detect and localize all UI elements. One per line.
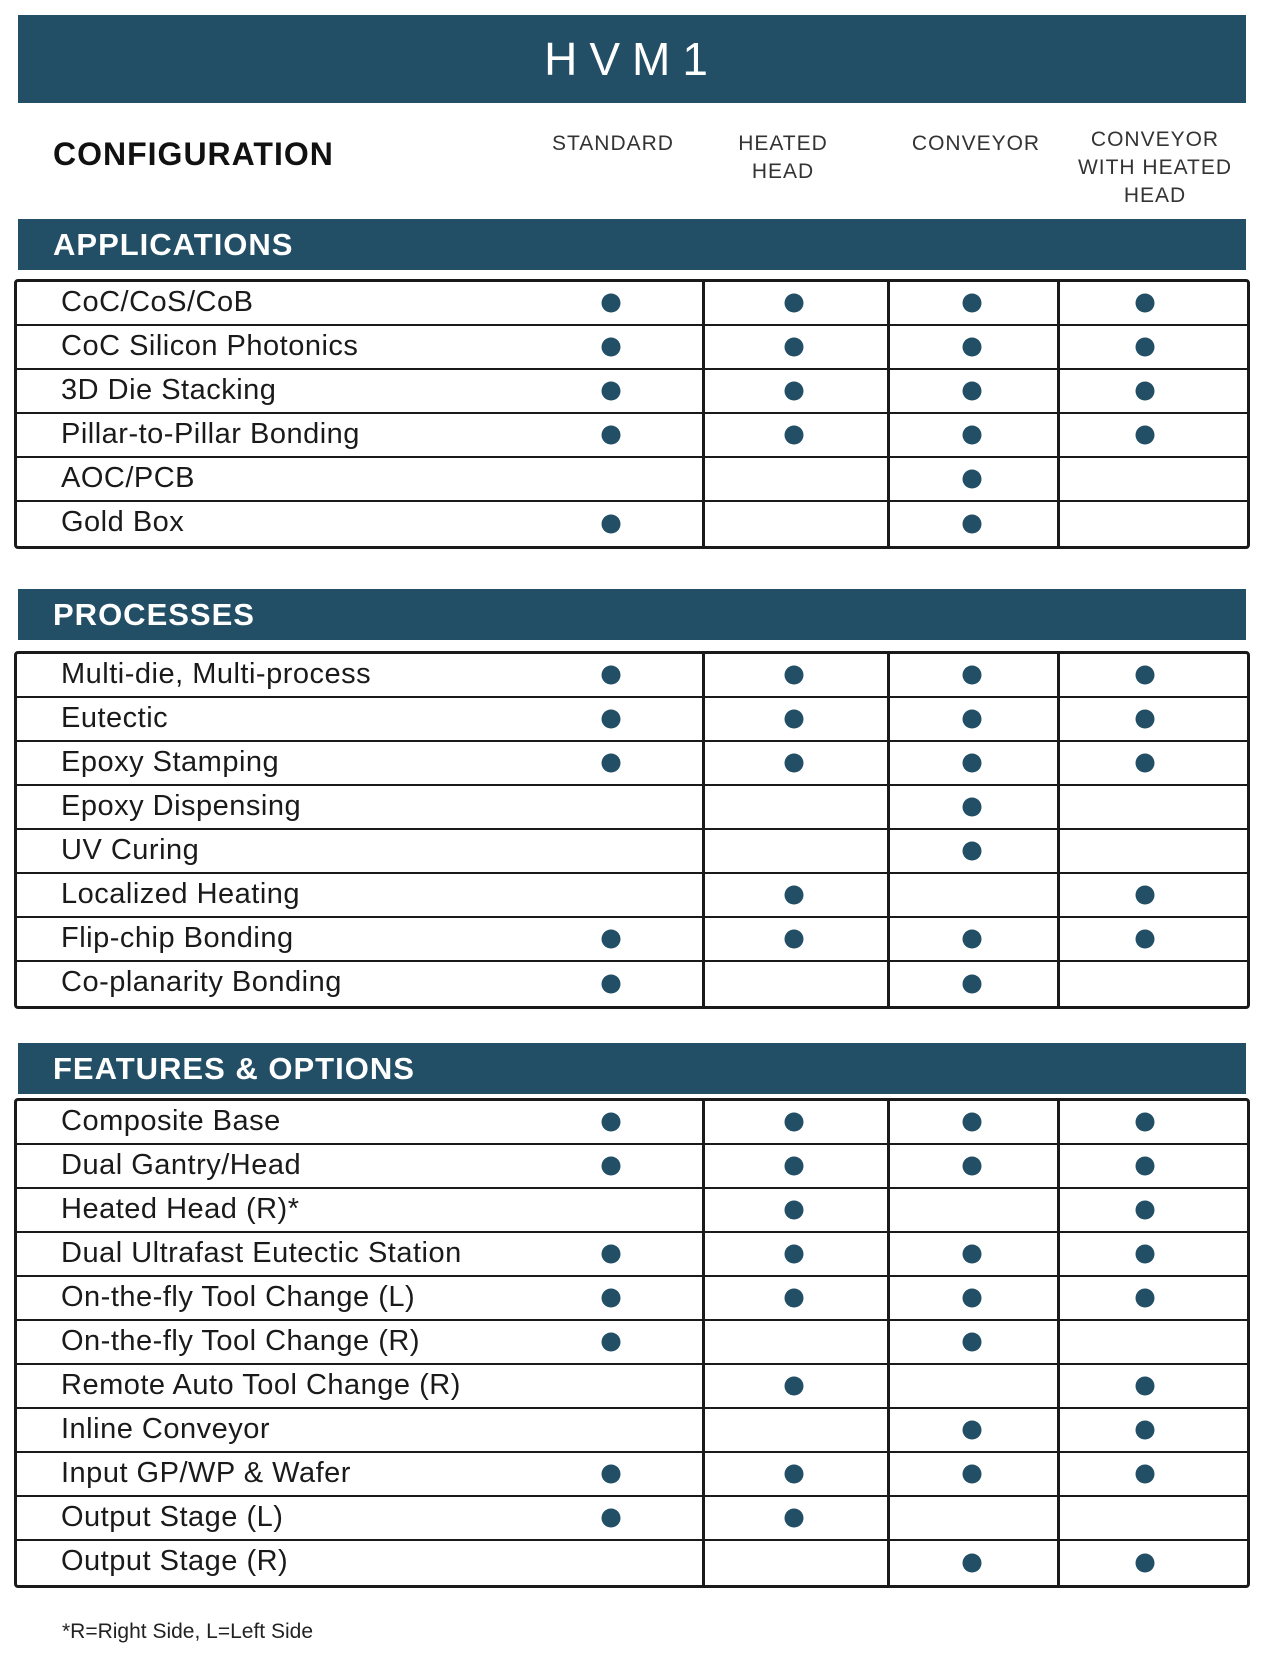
availability-dot bbox=[785, 1465, 804, 1484]
availability-dot bbox=[963, 798, 982, 817]
availability-dot bbox=[602, 1245, 621, 1264]
availability-dot bbox=[963, 842, 982, 861]
availability-dot bbox=[963, 1157, 982, 1176]
availability-dot bbox=[963, 338, 982, 357]
table-row bbox=[17, 502, 1247, 546]
row-label: Remote Auto Tool Change (R) bbox=[61, 1369, 461, 1401]
availability-dot bbox=[602, 666, 621, 685]
row-label: Dual Gantry/Head bbox=[61, 1149, 302, 1181]
applications-table bbox=[14, 279, 1250, 549]
table-row bbox=[17, 326, 1247, 370]
table-row bbox=[17, 1277, 1247, 1321]
availability-dot bbox=[1136, 426, 1155, 445]
row-label: Heated Head (R)* bbox=[61, 1193, 300, 1225]
features-options-table bbox=[14, 1098, 1250, 1588]
availability-dot bbox=[785, 710, 804, 729]
configuration-label: CONFIGURATION bbox=[53, 136, 334, 172]
availability-dot bbox=[785, 930, 804, 949]
table-row bbox=[17, 1233, 1247, 1277]
row-label: Inline Conveyor bbox=[61, 1413, 270, 1445]
availability-dot bbox=[785, 294, 804, 313]
availability-dot bbox=[1136, 1421, 1155, 1440]
availability-dot bbox=[963, 470, 982, 489]
row-label: UV Curing bbox=[61, 834, 200, 866]
section-header-features-options: FEATURES & OPTIONS bbox=[18, 1043, 1246, 1094]
availability-dot bbox=[963, 930, 982, 949]
processes-table bbox=[14, 651, 1250, 1009]
row-label: Composite Base bbox=[61, 1105, 281, 1137]
availability-dot bbox=[602, 1113, 621, 1132]
availability-dot bbox=[602, 1157, 621, 1176]
availability-dot bbox=[963, 1554, 982, 1573]
row-label: Pillar-to-Pillar Bonding bbox=[61, 418, 360, 450]
availability-dot bbox=[785, 1201, 804, 1220]
page-title: HVM1 bbox=[18, 15, 1246, 103]
table-row bbox=[17, 1365, 1247, 1409]
availability-dot bbox=[602, 754, 621, 773]
availability-dot bbox=[963, 1333, 982, 1352]
table-row bbox=[17, 918, 1247, 962]
table-row bbox=[17, 698, 1247, 742]
column-header-conveyor: CONVEYOR bbox=[911, 132, 1041, 155]
table-row bbox=[17, 458, 1247, 502]
row-label: Localized Heating bbox=[61, 878, 301, 910]
row-label: Epoxy Dispensing bbox=[61, 790, 302, 822]
table-row bbox=[17, 874, 1247, 918]
column-header-heated-head: HEATED HEAD bbox=[738, 132, 828, 183]
availability-dot bbox=[785, 1245, 804, 1264]
availability-dot bbox=[602, 515, 621, 534]
availability-dot bbox=[785, 1289, 804, 1308]
availability-dot bbox=[963, 1113, 982, 1132]
availability-dot bbox=[785, 426, 804, 445]
availability-dot bbox=[1136, 1113, 1155, 1132]
availability-dot bbox=[785, 382, 804, 401]
row-label: CoC Silicon Photonics bbox=[61, 330, 359, 362]
availability-dot bbox=[602, 975, 621, 994]
availability-dot bbox=[963, 975, 982, 994]
row-label: Output Stage (R) bbox=[61, 1545, 289, 1577]
availability-dot bbox=[1136, 1245, 1155, 1264]
availability-dot bbox=[963, 1465, 982, 1484]
availability-dot bbox=[785, 886, 804, 905]
availability-dot bbox=[1136, 754, 1155, 773]
table-row bbox=[17, 1453, 1247, 1497]
table-row bbox=[17, 370, 1247, 414]
table-row bbox=[17, 1541, 1247, 1585]
availability-dot bbox=[963, 1245, 982, 1264]
availability-dot bbox=[1136, 710, 1155, 729]
availability-dot bbox=[1136, 1201, 1155, 1220]
row-label: Flip-chip Bonding bbox=[61, 922, 294, 954]
availability-dot bbox=[1136, 1289, 1155, 1308]
availability-dot bbox=[785, 1157, 804, 1176]
table-row bbox=[17, 1145, 1247, 1189]
availability-dot bbox=[785, 754, 804, 773]
row-label: CoC/CoS/CoB bbox=[61, 286, 254, 318]
row-label: Multi-die, Multi-process bbox=[61, 658, 372, 690]
row-label: On-the-fly Tool Change (R) bbox=[61, 1325, 421, 1357]
row-label: Epoxy Stamping bbox=[61, 746, 280, 778]
availability-dot bbox=[963, 1421, 982, 1440]
section-header-processes: PROCESSES bbox=[18, 589, 1246, 640]
availability-dot bbox=[963, 294, 982, 313]
footnote: *R=Right Side, L=Left Side bbox=[62, 1620, 313, 1643]
availability-dot bbox=[1136, 382, 1155, 401]
row-label: Gold Box bbox=[61, 506, 185, 538]
column-header-standard: STANDARD bbox=[552, 132, 674, 155]
row-label: Co-planarity Bonding bbox=[61, 966, 342, 998]
row-label: 3D Die Stacking bbox=[61, 374, 277, 406]
table-row bbox=[17, 1101, 1247, 1145]
table-row bbox=[17, 1497, 1247, 1541]
availability-dot bbox=[1136, 886, 1155, 905]
availability-dot bbox=[602, 426, 621, 445]
availability-dot bbox=[602, 930, 621, 949]
section-header-applications: APPLICATIONS bbox=[18, 219, 1246, 270]
table-row bbox=[17, 414, 1247, 458]
availability-dot bbox=[602, 382, 621, 401]
table-row bbox=[17, 786, 1247, 830]
availability-dot bbox=[963, 515, 982, 534]
availability-dot bbox=[785, 1113, 804, 1132]
availability-dot bbox=[963, 754, 982, 773]
availability-dot bbox=[785, 666, 804, 685]
column-header-conveyor-with-heated-head: CONVEYOR WITH HEATED HEAD bbox=[1077, 128, 1233, 207]
table-row bbox=[17, 742, 1247, 786]
availability-dot bbox=[602, 710, 621, 729]
table-row bbox=[17, 830, 1247, 874]
availability-dot bbox=[785, 1377, 804, 1396]
availability-dot bbox=[963, 1289, 982, 1308]
availability-dot bbox=[602, 1465, 621, 1484]
table-row bbox=[17, 1321, 1247, 1365]
availability-dot bbox=[602, 1333, 621, 1352]
availability-dot bbox=[602, 338, 621, 357]
row-label: Eutectic bbox=[61, 702, 169, 734]
availability-dot bbox=[1136, 338, 1155, 357]
availability-dot bbox=[963, 666, 982, 685]
availability-dot bbox=[1136, 1554, 1155, 1573]
availability-dot bbox=[1136, 930, 1155, 949]
availability-dot bbox=[785, 338, 804, 357]
row-label: Output Stage (L) bbox=[61, 1501, 284, 1533]
table-row bbox=[17, 962, 1247, 1006]
availability-dot bbox=[602, 294, 621, 313]
table-row bbox=[17, 654, 1247, 698]
availability-dot bbox=[1136, 294, 1155, 313]
configuration-header bbox=[18, 120, 1246, 212]
row-label: Dual Ultrafast Eutectic Station bbox=[61, 1237, 462, 1269]
table-row bbox=[17, 282, 1247, 326]
availability-dot bbox=[602, 1509, 621, 1528]
availability-dot bbox=[602, 1289, 621, 1308]
availability-dot bbox=[963, 382, 982, 401]
row-label: On-the-fly Tool Change (L) bbox=[61, 1281, 416, 1313]
availability-dot bbox=[785, 1509, 804, 1528]
availability-dot bbox=[1136, 1377, 1155, 1396]
row-label: AOC/PCB bbox=[61, 462, 196, 494]
table-row bbox=[17, 1409, 1247, 1453]
availability-dot bbox=[963, 710, 982, 729]
availability-dot bbox=[1136, 1157, 1155, 1176]
availability-dot bbox=[963, 426, 982, 445]
availability-dot bbox=[1136, 1465, 1155, 1484]
table-row bbox=[17, 1189, 1247, 1233]
availability-dot bbox=[1136, 666, 1155, 685]
row-label: Input GP/WP & Wafer bbox=[61, 1457, 351, 1489]
